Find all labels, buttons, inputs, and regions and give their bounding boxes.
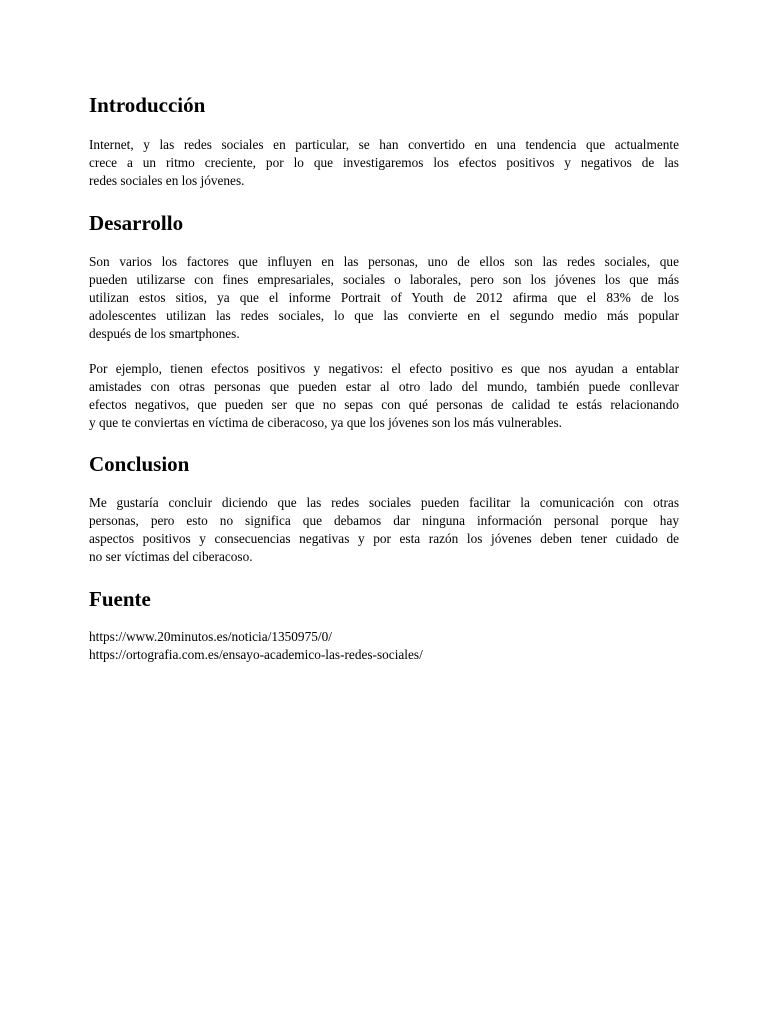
text-line: amistades con otras personas que pueden estar al otro lado del mundo, también puede conllevar: [89, 379, 679, 394]
heading-desarrollo: Desarrollo: [89, 211, 184, 235]
text-line: Por ejemplo, tienen efectos positivos y negativos: el efecto positivo es que nos ayudan a entablar: [89, 361, 679, 376]
paragraph-conclusion: [89, 494, 679, 566]
text-line: pueden utilizarse con fines empresariales, sociales o laborales, pero son los jóvenes los que más: [89, 272, 679, 287]
source-link-ortografia: https://ortografia.com.es/ensayo-academico-las-redes-sociales/: [89, 647, 423, 662]
text-line: no ser víctimas del ciberacoso.: [89, 549, 253, 564]
text-line: Son varios los factores que influyen en las personas, uno de ellos son las redes sociales, que: [89, 254, 679, 269]
source-link-20minutos: https://www.20minutos.es/noticia/1350975/0/: [89, 629, 332, 644]
text-line: después de los smartphones.: [89, 326, 240, 341]
text-line: crece a un ritmo creciente, por lo que investigaremos los efectos positivos y negativos de las: [89, 155, 679, 170]
paragraph-introduccion: [89, 136, 679, 190]
text-line: utilizan estos sitios, ya que el informe Portrait of Youth de 2012 afirma que el 83% de los: [89, 290, 679, 305]
text-line: aspectos positivos y consecuencias negativas y por esta razón los jóvenes deben tener cuidado de: [89, 531, 679, 546]
paragraph-desarrollo-2: [89, 360, 679, 432]
text-line: y que te conviertas en víctima de ciberacoso, ya que los jóvenes son los más vulnerables.: [89, 415, 563, 430]
sources-list: [89, 628, 679, 664]
heading-introduccion: Introducción: [89, 93, 206, 117]
paragraph-desarrollo-1: [89, 253, 679, 343]
text-line: adolescentes utilizan las redes sociales, lo que las convierte en el segundo medio más popular: [89, 308, 679, 323]
heading-conclusion: Conclusion: [89, 452, 190, 476]
text-line: redes sociales en los jóvenes.: [89, 173, 245, 188]
heading-fuente: Fuente: [89, 587, 151, 611]
text-line: Internet, y las redes sociales en particular, se han convertido en una tendencia que actualmente: [89, 137, 679, 152]
text-line: personas, pero esto no significa que debamos dar ninguna información personal porque hay: [89, 513, 679, 528]
text-line: efectos negativos, que pueden ser que no sepas con qué personas de calidad te estás relacionando: [89, 397, 679, 412]
text-line: Me gustaría concluir diciendo que las redes sociales pueden facilitar la comunicación con otras: [89, 495, 679, 510]
